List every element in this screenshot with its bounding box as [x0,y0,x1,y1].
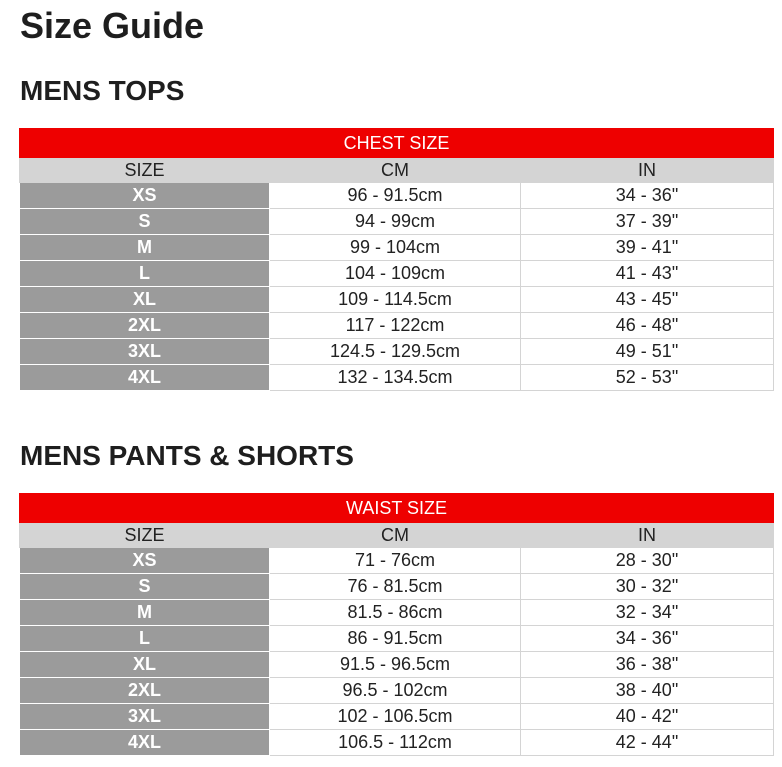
size-table-mens-tops [19,128,774,391]
cm-value: 81.5 - 86cm [270,600,521,626]
table-row [20,313,774,339]
in-value: 42 - 44" [521,730,774,756]
table-row [20,548,774,574]
table-row [20,183,774,209]
in-value: 34 - 36" [521,183,774,209]
cm-value: 96.5 - 102cm [270,678,521,704]
in-value: 52 - 53" [521,365,774,391]
cm-value: 117 - 122cm [270,313,521,339]
table-row [20,339,774,365]
column-header-cm: CM [270,158,521,183]
in-value: 49 - 51" [521,339,774,365]
table-banner: CHEST SIZE [20,129,774,158]
table-row [20,652,774,678]
in-value: 28 - 30" [521,548,774,574]
table-banner: WAIST SIZE [20,494,774,523]
cm-value: 71 - 76cm [270,548,521,574]
table-row [20,365,774,391]
size-label: XL [20,287,270,313]
cm-value: 76 - 81.5cm [270,574,521,600]
size-label: 4XL [20,365,270,391]
cm-value: 99 - 104cm [270,235,521,261]
in-value: 46 - 48" [521,313,774,339]
size-label: 2XL [20,313,270,339]
size-label: L [20,261,270,287]
table-row [20,678,774,704]
in-value: 36 - 38" [521,652,774,678]
table-row [20,626,774,652]
column-header-size: SIZE [20,523,270,548]
in-value: 30 - 32" [521,574,774,600]
in-value: 38 - 40" [521,678,774,704]
size-label: 4XL [20,730,270,756]
table-row [20,704,774,730]
cm-value: 102 - 106.5cm [270,704,521,730]
size-label: S [20,209,270,235]
size-label: M [20,235,270,261]
in-value: 37 - 39" [521,209,774,235]
size-label: M [20,600,270,626]
cm-value: 104 - 109cm [270,261,521,287]
cm-value: 132 - 134.5cm [270,365,521,391]
column-header-size: SIZE [20,158,270,183]
in-value: 32 - 34" [521,600,774,626]
section-title-mens-tops: MENS TOPS [20,75,185,106]
cm-value: 86 - 91.5cm [270,626,521,652]
table-row [20,574,774,600]
in-value: 40 - 42" [521,704,774,730]
table-row [20,235,774,261]
page-title: Size Guide [20,5,205,46]
table-row [20,600,774,626]
in-value: 34 - 36" [521,626,774,652]
cm-value: 124.5 - 129.5cm [270,339,521,365]
size-label: L [20,626,270,652]
in-value: 43 - 45" [521,287,774,313]
table-row [20,287,774,313]
size-label: XL [20,652,270,678]
cm-value: 109 - 114.5cm [270,287,521,313]
size-label: 3XL [20,704,270,730]
size-label: XS [20,183,270,209]
size-label: 2XL [20,678,270,704]
size-label: S [20,574,270,600]
size-label: 3XL [20,339,270,365]
cm-value: 94 - 99cm [270,209,521,235]
column-header-in: IN [521,523,774,548]
section-title-mens-pants-shorts: MENS PANTS & SHORTS [20,440,354,471]
column-header-cm: CM [270,523,521,548]
in-value: 39 - 41" [521,235,774,261]
size-label: XS [20,548,270,574]
cm-value: 96 - 91.5cm [270,183,521,209]
table-row [20,209,774,235]
table-row [20,730,774,756]
cm-value: 106.5 - 112cm [270,730,521,756]
table-row [20,261,774,287]
column-header-in: IN [521,158,774,183]
size-table-mens-pants-shorts [19,493,774,756]
in-value: 41 - 43" [521,261,774,287]
cm-value: 91.5 - 96.5cm [270,652,521,678]
